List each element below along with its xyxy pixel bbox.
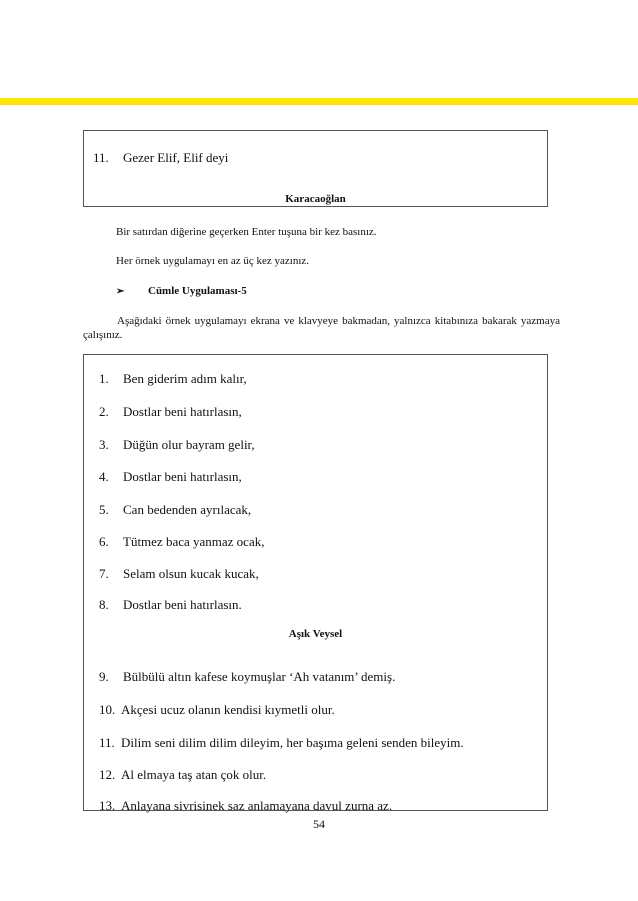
yellow-header-rule: [0, 98, 638, 105]
list-item: 11. Dilim seni dilim dilim dileyim, her başıma geleni senden bileyim.: [99, 735, 464, 750]
list-item: 13. Anlayana sivrisinek saz anlamayana davul zurna az.: [99, 798, 393, 813]
page-number: 54: [313, 817, 325, 831]
arrow-bullet-icon: ➢: [116, 286, 125, 297]
list-item: 7. Selam olsun kucak kucak,: [99, 566, 259, 581]
list-item: 5. Can bedenden ayrılacak,: [99, 502, 252, 517]
line-number: 11.: [93, 150, 109, 165]
top-example-line: [93, 150, 228, 166]
list-item: 9. Bülbülü altın kafese koymuşlar ‘Ah vatanım’ demiş.: [99, 669, 396, 684]
line-text: Gezer Elif, Elif deyi: [123, 150, 229, 165]
instruction-repeat: Her örnek uygulamayı en az üç kez yazınız.: [116, 255, 310, 267]
list-item: 4. Dostlar beni hatırlasın,: [99, 469, 242, 484]
list-item: 2. Dostlar beni hatırlasın,: [99, 404, 242, 419]
section-description: Aşağıdaki örnek uygulamayı ekrana ve klavyeye bakmadan, yalnızca kitabınıza bakarak yazmaya çalışınız.: [83, 315, 560, 341]
list-item: 6. Tütmez baca yanmaz ocak,: [99, 534, 265, 549]
list-item: 1. Ben giderim adım kalır,: [99, 371, 247, 386]
section-title: Cümle Uygulaması-5: [148, 285, 247, 297]
list-item: 3. Düğün olur bayram gelir,: [99, 437, 255, 452]
author-karacaoglan: Karacaoğlan: [285, 193, 346, 205]
instruction-enter: Bir satırdan diğerine geçerken Enter tuşuna bir kez basınız.: [116, 226, 377, 238]
section-heading: [116, 285, 247, 297]
list-item: 12. Al elmaya taş atan çok olur.: [99, 767, 267, 782]
list-item: 10. Akçesi ucuz olanın kendisi kıymetli olur.: [99, 702, 335, 717]
list-item: 8. Dostlar beni hatırlasın.: [99, 597, 242, 612]
author-asik-veysel: Aşık Veysel: [288, 628, 343, 640]
